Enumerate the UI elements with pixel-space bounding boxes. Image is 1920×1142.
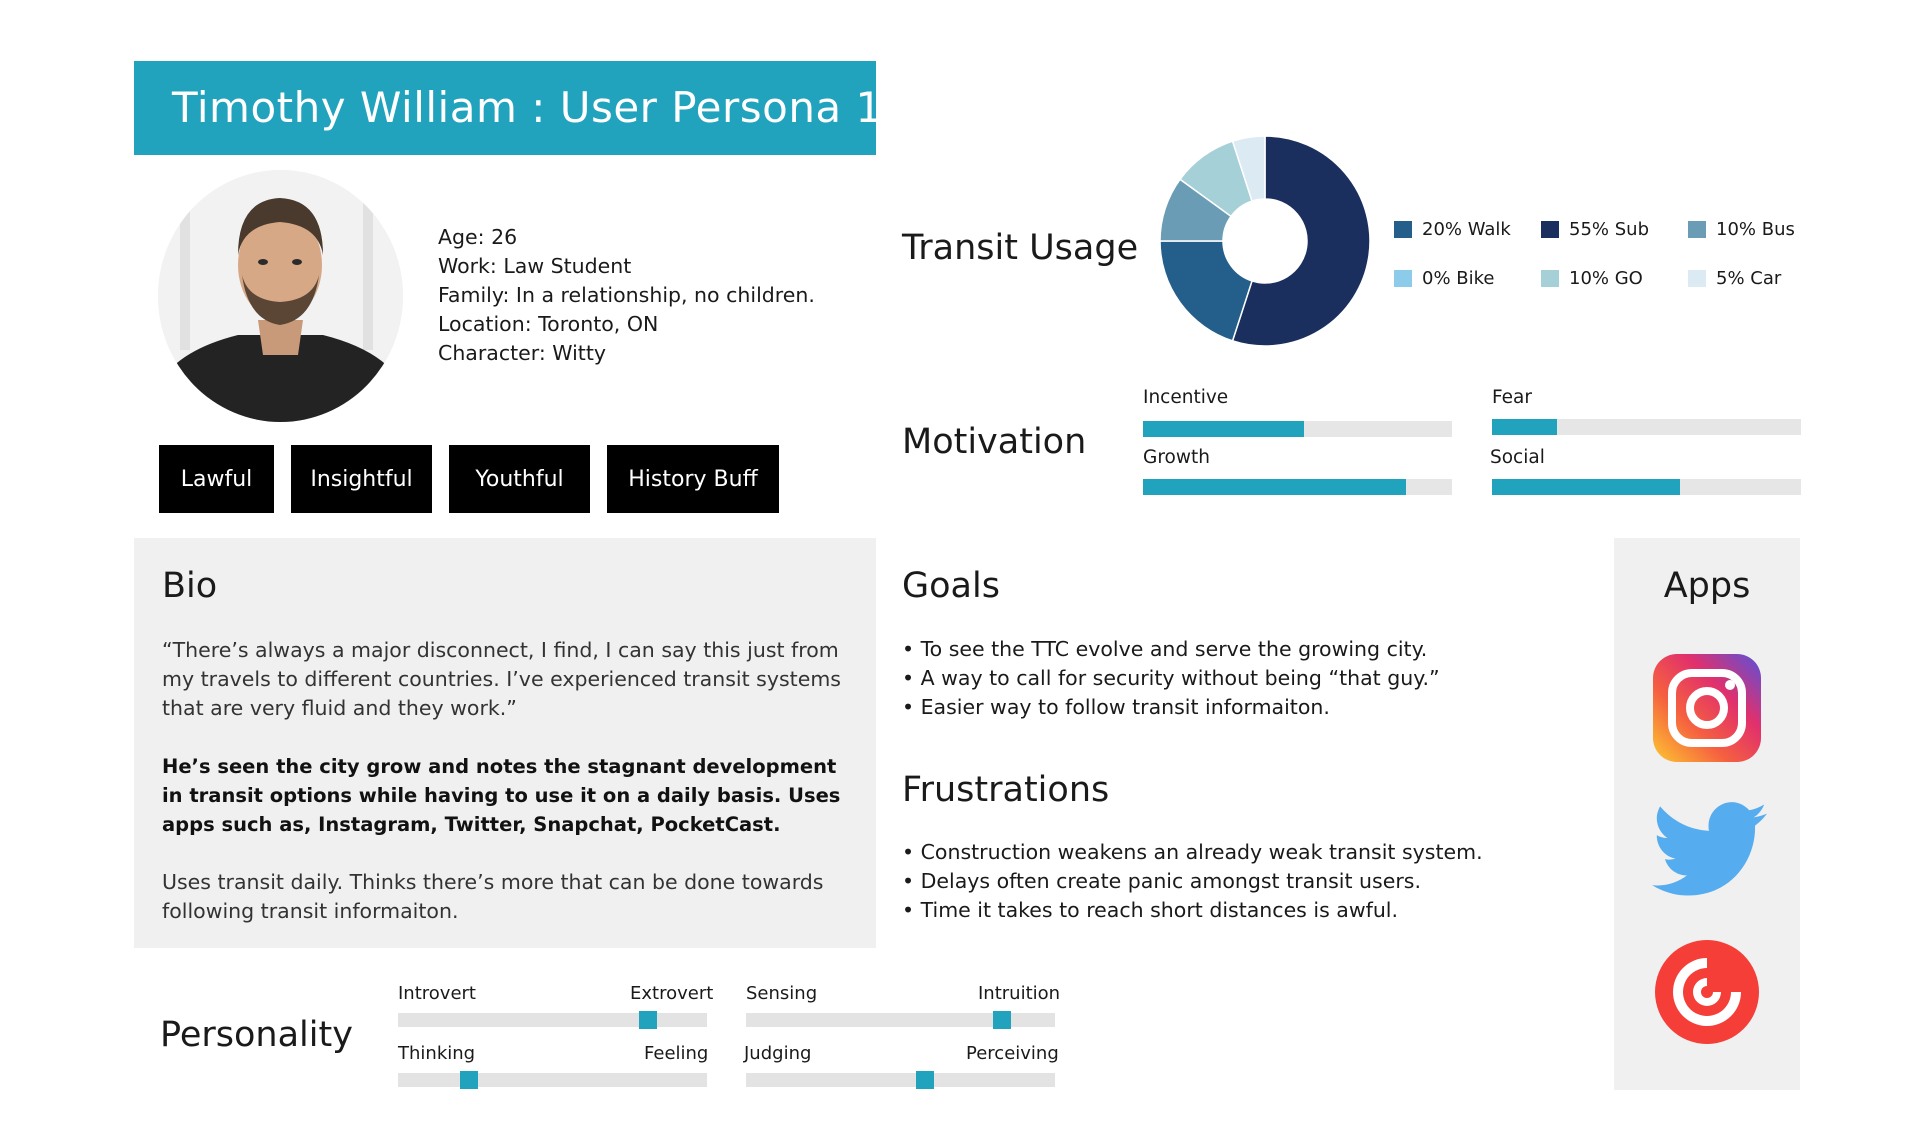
- bio-quote: “There’s always a major disconnect, I find, I can say this just from my travels to different countries. I’ve experienced transit systems that are very fluid and they work.”: [162, 638, 841, 720]
- frustration-item: • Delays often create panic amongst transit users.: [902, 869, 1421, 893]
- legend-item: [1688, 219, 1795, 240]
- goals-list: [902, 635, 1440, 722]
- frustrations-heading: Frustrations: [902, 770, 1110, 810]
- personality-label-intuition: Intruition: [978, 983, 1061, 1004]
- legend-item: [1688, 268, 1781, 289]
- bio-heading: Bio: [162, 566, 218, 606]
- motivation-fill-fear: [1492, 419, 1557, 435]
- avatar: [158, 170, 403, 422]
- motivation-bar-fear: [1492, 419, 1801, 435]
- personality-label-judging: Judging: [744, 1043, 812, 1064]
- legend-label: 5% Car: [1716, 268, 1782, 289]
- legend-swatch: [1394, 221, 1412, 238]
- motivation-fill-social: [1492, 479, 1680, 495]
- frustration-item: • Time it takes to reach short distances is awful.: [902, 898, 1399, 922]
- title-banner: [134, 61, 883, 155]
- motivation-fill-incentive: [1143, 421, 1304, 437]
- personality-scale-judging-perceiving: [746, 1073, 1055, 1087]
- profile-info: [438, 223, 815, 368]
- personality-label-extrovert: Extrovert: [630, 983, 714, 1004]
- legend-swatch: [1688, 221, 1706, 238]
- trait-tag-lawful: Lawful: [159, 445, 274, 513]
- frustration-item: • Construction weakens an already weak transit system.: [902, 840, 1483, 864]
- legend-swatch: [1688, 270, 1706, 287]
- motivation-bar-growth: [1143, 479, 1452, 495]
- personality-marker: [460, 1071, 478, 1089]
- personality-marker: [916, 1071, 934, 1089]
- frustrations-list: [902, 838, 1483, 925]
- transit-usage-heading: Transit Usage: [902, 228, 1139, 268]
- profile-age: Age: 26: [438, 225, 518, 249]
- twitter-icon: [1652, 800, 1767, 900]
- motivation-label-fear: Fear: [1492, 387, 1532, 408]
- legend-item: [1394, 268, 1494, 289]
- personality-scale-sensing-intuition: [746, 1013, 1055, 1027]
- trait-tag-history-buff: History Buff: [607, 445, 779, 513]
- profile-location: Location: Toronto, ON: [438, 312, 659, 336]
- transit-usage-donut-chart: [1158, 134, 1372, 348]
- bio-usage: Uses transit daily. Thinks there’s more that can be done towards following transit informaiton.: [162, 870, 824, 923]
- personality-label-feeling: Feeling: [644, 1043, 709, 1064]
- profile-family: Family: In a relationship, no children.: [438, 283, 815, 307]
- instagram-icon: [1653, 654, 1761, 762]
- legend-label: 20% Walk: [1422, 219, 1511, 240]
- pocketcasts-icon: [1655, 940, 1759, 1044]
- legend-label: 10% Bus: [1716, 219, 1795, 240]
- motivation-fill-growth: [1143, 479, 1406, 495]
- motivation-label-social: Social: [1490, 447, 1545, 468]
- goal-item: • To see the TTC evolve and serve the growing city.: [902, 637, 1428, 661]
- legend-item: [1394, 219, 1511, 240]
- personality-label-introvert: Introvert: [398, 983, 476, 1004]
- legend-item: [1541, 268, 1643, 289]
- legend-swatch: [1541, 221, 1559, 238]
- personality-marker: [639, 1011, 657, 1029]
- motivation-heading: Motivation: [902, 422, 1087, 462]
- bio-summary: He’s seen the city grow and notes the stagnant development in transit options while having to use it on a daily basis. Uses apps such as, Instagram, Twitter, Snapchat, PocketCast.: [162, 755, 841, 836]
- apps-heading: Apps: [1663, 566, 1751, 606]
- personality-scale-thinking-feeling: [398, 1073, 707, 1087]
- motivation-bar-incentive: [1143, 421, 1452, 437]
- personality-heading: Personality: [160, 1015, 353, 1055]
- goal-item: • A way to call for security without being “that guy.”: [902, 666, 1440, 690]
- legend-item: [1541, 219, 1649, 240]
- profile-character: Character: Witty: [438, 341, 606, 365]
- profile-work: Work: Law Student: [438, 254, 632, 278]
- apps-panel: [1614, 538, 1800, 1090]
- motivation-label-incentive: Incentive: [1143, 387, 1229, 408]
- personality-label-perceiving: Perceiving: [966, 1043, 1059, 1064]
- legend-label: 10% GO: [1569, 268, 1643, 289]
- goal-item: • Easier way to follow transit informaiton.: [902, 695, 1330, 719]
- trait-tag-youthful: Youthful: [449, 445, 590, 513]
- legend-label: 0% Bike: [1422, 268, 1495, 289]
- personality-scale-introvert-extrovert: [398, 1013, 707, 1027]
- personality-label-thinking: Thinking: [398, 1043, 476, 1064]
- legend-label: 55% Sub: [1569, 219, 1649, 240]
- goals-heading: Goals: [902, 566, 1000, 606]
- page-title: Timothy William : User Persona 1: [172, 83, 883, 132]
- legend-swatch: [1541, 270, 1559, 287]
- legend-swatch: [1394, 270, 1412, 287]
- personality-label-sensing: Sensing: [746, 983, 818, 1004]
- bio-panel: [134, 538, 876, 948]
- motivation-label-growth: Growth: [1143, 447, 1210, 468]
- trait-tag-insightful: Insightful: [291, 445, 432, 513]
- personality-marker: [993, 1011, 1011, 1029]
- motivation-bar-social: [1492, 479, 1801, 495]
